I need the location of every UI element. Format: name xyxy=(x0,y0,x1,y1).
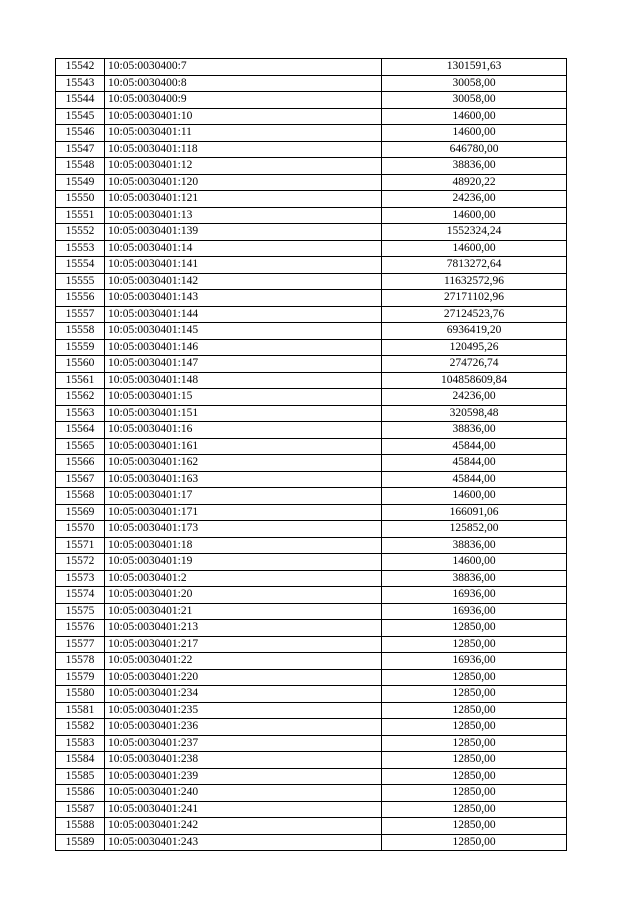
table-row xyxy=(56,587,567,604)
cadastral-number-cell: 10:05:0030401:139 xyxy=(105,224,382,241)
row-number-cell: 15562 xyxy=(56,389,105,406)
row-number-cell: 15584 xyxy=(56,752,105,769)
cadastral-value-cell: 320598,48 xyxy=(382,405,567,422)
cadastral-number-cell: 10:05:0030401:217 xyxy=(105,636,382,653)
cadastral-value-cell: 14600,00 xyxy=(382,207,567,224)
row-number-cell: 15571 xyxy=(56,537,105,554)
table-row xyxy=(56,455,567,472)
row-number-cell: 15560 xyxy=(56,356,105,373)
row-number-cell: 15588 xyxy=(56,818,105,835)
row-number-cell: 15578 xyxy=(56,653,105,670)
table-row xyxy=(56,92,567,109)
cadastral-number-cell: 10:05:0030400:9 xyxy=(105,92,382,109)
cadastral-value-cell: 12850,00 xyxy=(382,785,567,802)
cadastral-number-cell: 10:05:0030401:241 xyxy=(105,801,382,818)
table-row xyxy=(56,785,567,802)
table-row xyxy=(56,125,567,142)
row-number-cell: 15580 xyxy=(56,686,105,703)
cadastral-number-cell: 10:05:0030401:120 xyxy=(105,174,382,191)
cadastral-number-cell: 10:05:0030401:118 xyxy=(105,141,382,158)
cadastral-value-cell: 12850,00 xyxy=(382,702,567,719)
cadastral-value-cell: 14600,00 xyxy=(382,240,567,257)
cadastral-number-cell: 10:05:0030401:144 xyxy=(105,306,382,323)
cadastral-value-cell: 12850,00 xyxy=(382,735,567,752)
table-row xyxy=(56,719,567,736)
cadastral-value-cell: 38836,00 xyxy=(382,158,567,175)
row-number-cell: 15545 xyxy=(56,108,105,125)
cadastral-value-cell: 7813272,64 xyxy=(382,257,567,274)
table-row xyxy=(56,141,567,158)
cadastral-number-cell: 10:05:0030401:240 xyxy=(105,785,382,802)
row-number-cell: 15558 xyxy=(56,323,105,340)
cadastral-value-cell: 166091,06 xyxy=(382,504,567,521)
cadastral-number-cell: 10:05:0030401:220 xyxy=(105,669,382,686)
cadastral-number-cell: 10:05:0030401:10 xyxy=(105,108,382,125)
table-row xyxy=(56,636,567,653)
row-number-cell: 15559 xyxy=(56,339,105,356)
row-number-cell: 15575 xyxy=(56,603,105,620)
cadastral-value-cell: 30058,00 xyxy=(382,92,567,109)
cadastral-number-cell: 10:05:0030401:19 xyxy=(105,554,382,571)
cadastral-value-cell: 48920,22 xyxy=(382,174,567,191)
row-number-cell: 15555 xyxy=(56,273,105,290)
table-row xyxy=(56,356,567,373)
row-number-cell: 15576 xyxy=(56,620,105,637)
cadastral-value-cell: 45844,00 xyxy=(382,438,567,455)
row-number-cell: 15542 xyxy=(56,59,105,76)
cadastral-value-cell: 1301591,63 xyxy=(382,59,567,76)
table-row xyxy=(56,290,567,307)
cadastral-value-cell: 12850,00 xyxy=(382,620,567,637)
row-number-cell: 15547 xyxy=(56,141,105,158)
table-row xyxy=(56,488,567,505)
cadastral-number-cell: 10:05:0030401:17 xyxy=(105,488,382,505)
table-row xyxy=(56,768,567,785)
cadastral-value-cell: 38836,00 xyxy=(382,537,567,554)
row-number-cell: 15556 xyxy=(56,290,105,307)
cadastral-number-cell: 10:05:0030401:15 xyxy=(105,389,382,406)
cadastral-number-cell: 10:05:0030401:146 xyxy=(105,339,382,356)
cadastral-number-cell: 10:05:0030401:145 xyxy=(105,323,382,340)
cadastral-value-cell: 12850,00 xyxy=(382,752,567,769)
row-number-cell: 15579 xyxy=(56,669,105,686)
row-number-cell: 15561 xyxy=(56,372,105,389)
cadastral-number-cell: 10:05:0030401:21 xyxy=(105,603,382,620)
table-row xyxy=(56,273,567,290)
cadastral-value-cell: 14600,00 xyxy=(382,108,567,125)
table-row xyxy=(56,207,567,224)
cadastral-value-cell: 12850,00 xyxy=(382,818,567,835)
row-number-cell: 15586 xyxy=(56,785,105,802)
table-row xyxy=(56,653,567,670)
table-row xyxy=(56,603,567,620)
cadastral-number-cell: 10:05:0030401:16 xyxy=(105,422,382,439)
table-row xyxy=(56,174,567,191)
cadastral-value-cell: 12850,00 xyxy=(382,768,567,785)
cadastral-number-cell: 10:05:0030401:22 xyxy=(105,653,382,670)
cadastral-value-cell: 24236,00 xyxy=(382,389,567,406)
row-number-cell: 15569 xyxy=(56,504,105,521)
cadastral-value-cell: 16936,00 xyxy=(382,653,567,670)
cadastral-value-cell: 12850,00 xyxy=(382,636,567,653)
row-number-cell: 15554 xyxy=(56,257,105,274)
cadastral-number-cell: 10:05:0030401:143 xyxy=(105,290,382,307)
cadastral-value-cell: 12850,00 xyxy=(382,801,567,818)
cadastral-number-cell: 10:05:0030401:121 xyxy=(105,191,382,208)
table-row xyxy=(56,818,567,835)
cadastral-number-cell: 10:05:0030401:13 xyxy=(105,207,382,224)
cadastral-value-cell: 646780,00 xyxy=(382,141,567,158)
table-row xyxy=(56,471,567,488)
cadastral-value-cell: 11632572,96 xyxy=(382,273,567,290)
row-number-cell: 15553 xyxy=(56,240,105,257)
table-row xyxy=(56,735,567,752)
cadastral-number-cell: 10:05:0030401:213 xyxy=(105,620,382,637)
cadastral-value-cell: 38836,00 xyxy=(382,570,567,587)
row-number-cell: 15572 xyxy=(56,554,105,571)
cadastral-value-cell: 16936,00 xyxy=(382,603,567,620)
cadastral-value-cell: 45844,00 xyxy=(382,471,567,488)
cadastral-value-cell: 30058,00 xyxy=(382,75,567,92)
table-row xyxy=(56,389,567,406)
cadastral-number-cell: 10:05:0030401:141 xyxy=(105,257,382,274)
cadastral-value-cell: 45844,00 xyxy=(382,455,567,472)
cadastral-number-cell: 10:05:0030401:20 xyxy=(105,587,382,604)
row-number-cell: 15565 xyxy=(56,438,105,455)
table-row xyxy=(56,570,567,587)
table-row xyxy=(56,554,567,571)
table-row xyxy=(56,834,567,851)
cadastral-value-cell: 6936419,20 xyxy=(382,323,567,340)
cadastral-value-cell: 12850,00 xyxy=(382,834,567,851)
cadastral-value-cell: 14600,00 xyxy=(382,125,567,142)
cadastral-value-cell: 38836,00 xyxy=(382,422,567,439)
row-number-cell: 15585 xyxy=(56,768,105,785)
table-row xyxy=(56,620,567,637)
row-number-cell: 15543 xyxy=(56,75,105,92)
table-row xyxy=(56,504,567,521)
row-number-cell: 15573 xyxy=(56,570,105,587)
table-row xyxy=(56,323,567,340)
cadastral-value-cell: 125852,00 xyxy=(382,521,567,538)
table-row xyxy=(56,521,567,538)
table-row xyxy=(56,257,567,274)
row-number-cell: 15577 xyxy=(56,636,105,653)
row-number-cell: 15546 xyxy=(56,125,105,142)
row-number-cell: 15564 xyxy=(56,422,105,439)
row-number-cell: 15567 xyxy=(56,471,105,488)
table-row xyxy=(56,372,567,389)
row-number-cell: 15563 xyxy=(56,405,105,422)
cadastral-value-cell: 12850,00 xyxy=(382,669,567,686)
row-number-cell: 15551 xyxy=(56,207,105,224)
row-number-cell: 15583 xyxy=(56,735,105,752)
cadastral-number-cell: 10:05:0030401:238 xyxy=(105,752,382,769)
row-number-cell: 15548 xyxy=(56,158,105,175)
row-number-cell: 15574 xyxy=(56,587,105,604)
cadastral-number-cell: 10:05:0030401:142 xyxy=(105,273,382,290)
table-row xyxy=(56,752,567,769)
cadastral-number-cell: 10:05:0030401:12 xyxy=(105,158,382,175)
row-number-cell: 15570 xyxy=(56,521,105,538)
row-number-cell: 15549 xyxy=(56,174,105,191)
table-row xyxy=(56,438,567,455)
cadastral-number-cell: 10:05:0030401:235 xyxy=(105,702,382,719)
cadastral-number-cell: 10:05:0030401:163 xyxy=(105,471,382,488)
table-row xyxy=(56,405,567,422)
cadastral-value-cell: 104858609,84 xyxy=(382,372,567,389)
cadastral-number-cell: 10:05:0030401:162 xyxy=(105,455,382,472)
cadastral-number-cell: 10:05:0030401:173 xyxy=(105,521,382,538)
cadastral-value-cell: 24236,00 xyxy=(382,191,567,208)
cadastral-value-cell: 27171102,96 xyxy=(382,290,567,307)
cadastral-value-cell: 14600,00 xyxy=(382,488,567,505)
table-row xyxy=(56,537,567,554)
cadastral-value-cell: 1552324,24 xyxy=(382,224,567,241)
table-row xyxy=(56,224,567,241)
cadastral-number-cell: 10:05:0030401:18 xyxy=(105,537,382,554)
cadastral-value-table xyxy=(55,58,567,851)
table-row xyxy=(56,702,567,719)
table-row xyxy=(56,191,567,208)
cadastral-number-cell: 10:05:0030401:147 xyxy=(105,356,382,373)
cadastral-number-cell: 10:05:0030401:151 xyxy=(105,405,382,422)
table-row xyxy=(56,306,567,323)
cadastral-value-cell: 274726,74 xyxy=(382,356,567,373)
row-number-cell: 15582 xyxy=(56,719,105,736)
row-number-cell: 15544 xyxy=(56,92,105,109)
cadastral-number-cell: 10:05:0030401:239 xyxy=(105,768,382,785)
cadastral-value-cell: 14600,00 xyxy=(382,554,567,571)
row-number-cell: 15581 xyxy=(56,702,105,719)
cadastral-number-cell: 10:05:0030400:8 xyxy=(105,75,382,92)
table-row xyxy=(56,108,567,125)
row-number-cell: 15557 xyxy=(56,306,105,323)
table-row xyxy=(56,669,567,686)
row-number-cell: 15587 xyxy=(56,801,105,818)
table-row xyxy=(56,422,567,439)
cadastral-number-cell: 10:05:0030401:2 xyxy=(105,570,382,587)
cadastral-value-cell: 120495,26 xyxy=(382,339,567,356)
table-row xyxy=(56,240,567,257)
cadastral-number-cell: 10:05:0030401:237 xyxy=(105,735,382,752)
cadastral-value-cell: 12850,00 xyxy=(382,686,567,703)
table-body xyxy=(56,59,567,851)
cadastral-number-cell: 10:05:0030400:7 xyxy=(105,59,382,76)
row-number-cell: 15589 xyxy=(56,834,105,851)
cadastral-number-cell: 10:05:0030401:14 xyxy=(105,240,382,257)
row-number-cell: 15552 xyxy=(56,224,105,241)
cadastral-number-cell: 10:05:0030401:171 xyxy=(105,504,382,521)
cadastral-number-cell: 10:05:0030401:234 xyxy=(105,686,382,703)
cadastral-number-cell: 10:05:0030401:11 xyxy=(105,125,382,142)
cadastral-value-cell: 12850,00 xyxy=(382,719,567,736)
table-row xyxy=(56,686,567,703)
cadastral-number-cell: 10:05:0030401:236 xyxy=(105,719,382,736)
row-number-cell: 15568 xyxy=(56,488,105,505)
cadastral-value-cell: 16936,00 xyxy=(382,587,567,604)
cadastral-number-cell: 10:05:0030401:148 xyxy=(105,372,382,389)
cadastral-number-cell: 10:05:0030401:242 xyxy=(105,818,382,835)
cadastral-value-cell: 27124523,76 xyxy=(382,306,567,323)
row-number-cell: 15550 xyxy=(56,191,105,208)
table-row xyxy=(56,158,567,175)
row-number-cell: 15566 xyxy=(56,455,105,472)
table-row xyxy=(56,339,567,356)
cadastral-number-cell: 10:05:0030401:161 xyxy=(105,438,382,455)
cadastral-number-cell: 10:05:0030401:243 xyxy=(105,834,382,851)
table-row xyxy=(56,75,567,92)
table-row xyxy=(56,59,567,76)
table-row xyxy=(56,801,567,818)
